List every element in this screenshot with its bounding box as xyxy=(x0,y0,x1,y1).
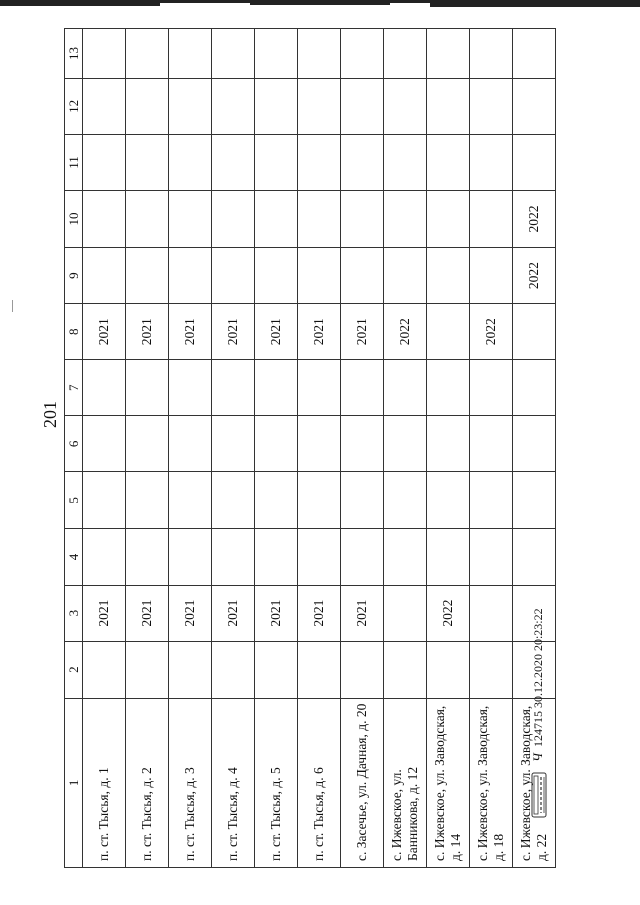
table-cell: 2021 xyxy=(212,585,255,641)
table-cell xyxy=(470,248,513,304)
table-cell xyxy=(126,529,169,585)
table-cell xyxy=(341,29,384,79)
table-cell xyxy=(470,529,513,585)
address-cell: п. ст. Тысья, д. 1 xyxy=(83,698,126,867)
table-cell xyxy=(255,134,298,190)
table-cell xyxy=(341,529,384,585)
table-row xyxy=(83,29,126,868)
table-cell xyxy=(169,190,212,247)
table-cell xyxy=(255,360,298,416)
stamp-text: 124715 30.12.2020 20:23:22 xyxy=(531,608,545,748)
table-cell xyxy=(298,416,341,472)
footer-stamp xyxy=(530,608,546,762)
table-cell: 2021 xyxy=(298,585,341,641)
table-cell xyxy=(341,641,384,698)
table-cell xyxy=(470,641,513,698)
table-row xyxy=(255,29,298,868)
address-cell: п. ст. Тысья, д. 4 xyxy=(212,698,255,867)
table-cell xyxy=(427,529,470,585)
schedule-table xyxy=(64,28,556,868)
header-cell-2: 2 xyxy=(65,641,83,698)
table-cell xyxy=(169,416,212,472)
table-cell xyxy=(341,248,384,304)
table-row xyxy=(169,29,212,868)
table-cell xyxy=(427,360,470,416)
table-cell xyxy=(212,360,255,416)
table-cell xyxy=(384,248,427,304)
table-cell: 2021 xyxy=(255,304,298,360)
table-cell: 2022 xyxy=(470,304,513,360)
table-cell xyxy=(384,78,427,134)
header-cell-1: 1 xyxy=(65,698,83,867)
table-cell: 2021 xyxy=(126,585,169,641)
table-cell: 2022 xyxy=(513,248,556,304)
header-cell-3: 3 xyxy=(65,585,83,641)
table-cell xyxy=(126,472,169,529)
header-cell-7: 7 xyxy=(65,360,83,416)
table-cell: 2021 xyxy=(169,304,212,360)
table-cell xyxy=(169,641,212,698)
address-cell: п. ст. Тысья, д. 3 xyxy=(169,698,212,867)
table-cell xyxy=(169,472,212,529)
page-number: 201 xyxy=(40,401,60,428)
table-cell xyxy=(83,248,126,304)
header-cell-4: 4 xyxy=(65,529,83,585)
table-row xyxy=(470,29,513,868)
address-cell: с. Засечье, ул. Дачная, д. 20 xyxy=(341,698,384,867)
table-cell xyxy=(126,78,169,134)
table-cell xyxy=(255,529,298,585)
table-cell xyxy=(212,29,255,79)
portal-logo-icon xyxy=(531,772,547,818)
table-cell: 2021 xyxy=(255,585,298,641)
table-cell xyxy=(169,529,212,585)
table-cell xyxy=(384,585,427,641)
table-cell xyxy=(470,360,513,416)
table-cell: 2021 xyxy=(212,304,255,360)
header-cell-10: 10 xyxy=(65,190,83,247)
table-cell xyxy=(255,472,298,529)
table-cell xyxy=(298,641,341,698)
table-cell xyxy=(298,190,341,247)
table-cell xyxy=(298,360,341,416)
table-cell xyxy=(427,29,470,79)
table-cell xyxy=(470,134,513,190)
signature-mark: Ч xyxy=(530,753,545,762)
address-cell: с. Ижевское, ул. Банникова, д. 12 xyxy=(384,698,427,867)
table-cell xyxy=(341,78,384,134)
table-cell xyxy=(341,416,384,472)
table-cell xyxy=(298,29,341,79)
table-cell xyxy=(212,190,255,247)
table-cell xyxy=(427,190,470,247)
table-cell xyxy=(470,585,513,641)
table-cell xyxy=(470,472,513,529)
table-cell: 2022 xyxy=(427,585,470,641)
address-cell: п. ст. Тысья, д. 6 xyxy=(298,698,341,867)
table-cell xyxy=(298,472,341,529)
table-cell xyxy=(470,416,513,472)
table-cell: 2021 xyxy=(83,304,126,360)
table-cell xyxy=(126,248,169,304)
table-cell: 2021 xyxy=(341,585,384,641)
table-cell xyxy=(255,29,298,79)
header-cell-9: 9 xyxy=(65,248,83,304)
table-cell xyxy=(427,304,470,360)
table-cell xyxy=(513,304,556,360)
table-cell xyxy=(169,78,212,134)
table-cell xyxy=(126,134,169,190)
table-row xyxy=(341,29,384,868)
table-cell xyxy=(83,472,126,529)
table-cell: 2021 xyxy=(169,585,212,641)
table-cell xyxy=(255,190,298,247)
table-cell xyxy=(341,360,384,416)
table-cell xyxy=(83,78,126,134)
table-cell xyxy=(212,248,255,304)
table-cell xyxy=(126,641,169,698)
table-cell xyxy=(384,472,427,529)
table-cell xyxy=(212,529,255,585)
table-cell xyxy=(427,248,470,304)
table-cell xyxy=(513,416,556,472)
table-cell xyxy=(384,416,427,472)
table-cell xyxy=(427,472,470,529)
address-cell: с. Ижевское, ул. Заводская, д. 14 xyxy=(427,698,470,867)
table-cell xyxy=(341,190,384,247)
header-cell-13: 13 xyxy=(65,29,83,79)
table-cell xyxy=(298,134,341,190)
table-cell xyxy=(513,360,556,416)
table-cell xyxy=(384,190,427,247)
table-cell xyxy=(212,416,255,472)
table-cell xyxy=(298,78,341,134)
table-cell xyxy=(126,360,169,416)
table-cell xyxy=(384,360,427,416)
table-cell xyxy=(427,78,470,134)
header-cell-8: 8 xyxy=(65,304,83,360)
table-cell xyxy=(212,78,255,134)
table-cell xyxy=(470,190,513,247)
header-cell-12: 12 xyxy=(65,78,83,134)
table-cell xyxy=(298,248,341,304)
table-cell xyxy=(341,134,384,190)
table-cell xyxy=(83,360,126,416)
table-header-row xyxy=(65,29,83,868)
table-cell xyxy=(126,416,169,472)
header-cell-6: 6 xyxy=(65,416,83,472)
table-cell: 2021 xyxy=(298,304,341,360)
table-cell xyxy=(427,416,470,472)
scan-top-edge xyxy=(0,0,640,9)
table-cell xyxy=(169,248,212,304)
table-cell xyxy=(384,134,427,190)
table-cell xyxy=(83,134,126,190)
table-cell xyxy=(212,641,255,698)
table-cell xyxy=(255,248,298,304)
header-cell-5: 5 xyxy=(65,472,83,529)
table-cell xyxy=(341,472,384,529)
table-cell xyxy=(384,29,427,79)
table-row xyxy=(298,29,341,868)
table-cell xyxy=(83,29,126,79)
table-row xyxy=(126,29,169,868)
table-cell xyxy=(255,78,298,134)
table-cell xyxy=(83,641,126,698)
table-cell: 2022 xyxy=(384,304,427,360)
address-cell: п. ст. Тысья, д. 2 xyxy=(126,698,169,867)
table-cell xyxy=(83,190,126,247)
table-cell xyxy=(513,529,556,585)
table-row xyxy=(427,29,470,868)
table-cell: 2022 xyxy=(513,190,556,247)
table-cell xyxy=(470,29,513,79)
table-cell xyxy=(212,472,255,529)
table-cell xyxy=(83,529,126,585)
table-cell xyxy=(298,529,341,585)
table-cell xyxy=(427,134,470,190)
table-cell xyxy=(513,29,556,79)
table-cell xyxy=(255,416,298,472)
table-cell xyxy=(513,472,556,529)
table-cell xyxy=(384,529,427,585)
table-cell xyxy=(513,134,556,190)
table-cell xyxy=(255,641,298,698)
table-cell xyxy=(427,641,470,698)
table-cell: 2021 xyxy=(83,585,126,641)
table-cell xyxy=(126,190,169,247)
table-row xyxy=(212,29,255,868)
table-cell xyxy=(212,134,255,190)
table-cell xyxy=(126,29,169,79)
table-cell: 2021 xyxy=(126,304,169,360)
table-cell xyxy=(470,78,513,134)
address-cell: п. ст. Тысья, д. 5 xyxy=(255,698,298,867)
table-row xyxy=(384,29,427,868)
table-cell: 2021 xyxy=(341,304,384,360)
table-cell xyxy=(513,78,556,134)
table-cell xyxy=(169,29,212,79)
table-cell xyxy=(169,134,212,190)
address-cell: с. Ижевское, ул. Заводская, д. 22 xyxy=(513,698,556,867)
table-cell xyxy=(169,360,212,416)
table-cell xyxy=(83,416,126,472)
table-cell xyxy=(384,641,427,698)
address-cell: с. Ижевское, ул. Заводская, д. 18 xyxy=(470,698,513,867)
scan-artifact xyxy=(12,300,13,312)
header-cell-11: 11 xyxy=(65,134,83,190)
